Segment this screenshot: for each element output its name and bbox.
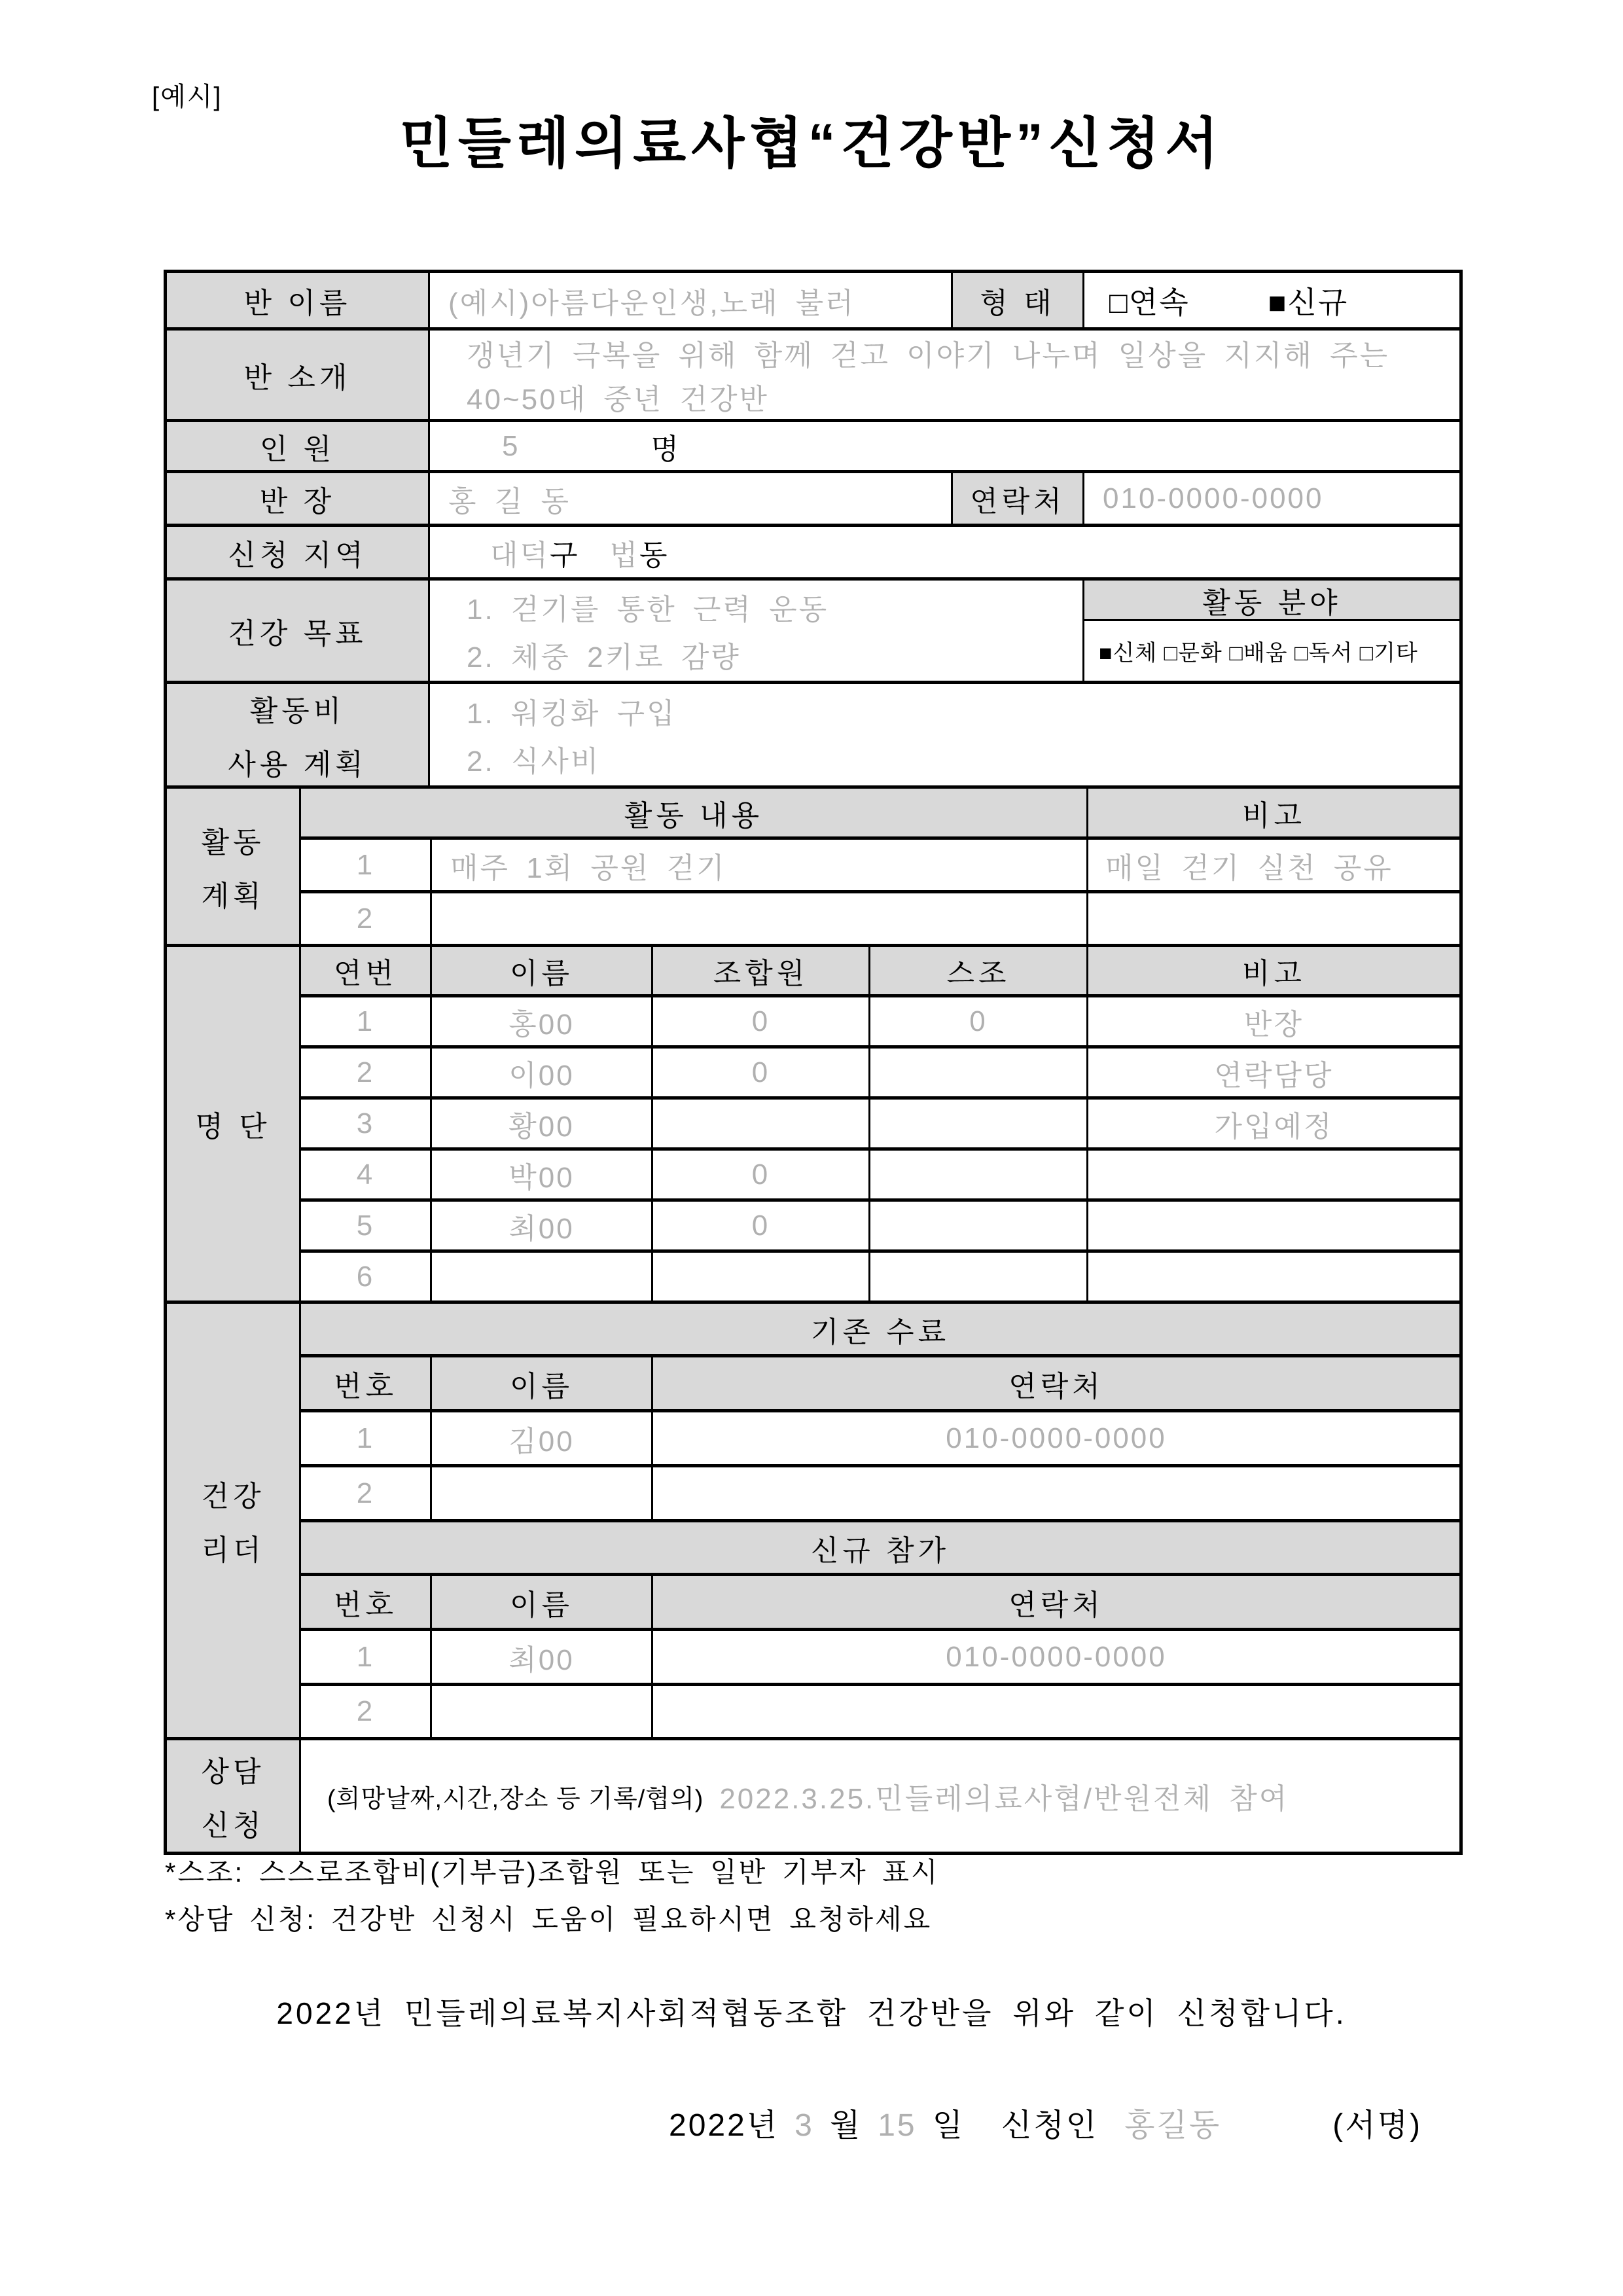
roster-r5-note[interactable] — [1088, 1202, 1459, 1249]
roster-header-member: 조합원 — [653, 947, 870, 994]
activity-plan-content-header: 활동 내용 — [301, 789, 1088, 836]
existing-row-1 — [301, 1412, 1459, 1467]
roster-r2-member[interactable]: 0 — [653, 1049, 870, 1096]
applicant-label: 신청인 — [1001, 2108, 1099, 2143]
roster-r6-sjo[interactable] — [870, 1253, 1088, 1300]
budget-plan-label-line2: 사용 계획 — [228, 748, 367, 781]
roster-label: 명 단 — [167, 947, 301, 1300]
activity-plan-row-1 — [301, 840, 1459, 893]
headcount-value: 5 — [502, 429, 520, 462]
existing-header-name: 이름 — [432, 1357, 653, 1409]
signature-month-suffix: 월 — [829, 2108, 863, 2143]
existing-row-2 — [301, 1467, 1459, 1522]
roster-r6-note[interactable] — [1088, 1253, 1459, 1300]
section-health-leader — [167, 1304, 1459, 1740]
new-header-row — [301, 1576, 1459, 1631]
roster-header-sjo: 스조 — [870, 947, 1088, 994]
roster-r5-name[interactable]: 최00 — [432, 1202, 653, 1249]
applicant-name[interactable]: 홍길동 — [1124, 2108, 1222, 2143]
existing-header-no: 번호 — [301, 1357, 432, 1409]
roster-r5-sjo[interactable] — [870, 1202, 1088, 1249]
headcount-label: 인 원 — [167, 422, 430, 470]
new-r1-no: 1 — [301, 1631, 432, 1683]
new-r1-name[interactable]: 최00 — [432, 1631, 653, 1683]
roster-r6-member[interactable] — [653, 1253, 870, 1300]
budget-plan-line2: 2. 식사비 — [467, 745, 601, 778]
activity-plan-row2-content[interactable] — [432, 893, 1088, 944]
roster-r3-sjo[interactable] — [870, 1100, 1088, 1147]
budget-plan-line1: 1. 워킹화 구입 — [467, 698, 677, 730]
budget-plan-label — [167, 684, 430, 785]
section-activity-plan — [167, 789, 1459, 947]
roster-r3-note[interactable]: 가입예정 — [1214, 1110, 1334, 1143]
application-statement: 2022년 민들레의료복지사회적협동조합 건강반을 위와 같이 신청합니다. — [276, 1996, 1347, 2030]
row-budget-plan — [167, 684, 1459, 789]
existing-title-row — [301, 1304, 1459, 1357]
activity-plan-label-line2: 계획 — [201, 880, 265, 912]
region-label: 신청 지역 — [167, 527, 430, 577]
roster-r1-note[interactable]: 반장 — [1243, 1008, 1304, 1041]
headcount-value-cell[interactable] — [430, 422, 1459, 470]
roster-r5-member[interactable]: 0 — [653, 1202, 870, 1249]
existing-r2-contact[interactable] — [653, 1467, 1459, 1519]
new-title: 신규 참가 — [301, 1522, 1459, 1573]
existing-header-row — [301, 1357, 1459, 1412]
region-gu-suffix: 구 — [550, 539, 580, 571]
activity-plan-row1-note[interactable]: 매일 걷기 실천 공유 — [1105, 852, 1393, 884]
roster-r1-name[interactable]: 홍00 — [432, 997, 653, 1045]
type-options — [1084, 273, 1459, 327]
roster-row-4 — [301, 1151, 1459, 1202]
roster-header-no: 연번 — [301, 947, 432, 994]
roster-header-note: 비고 — [1088, 947, 1459, 994]
health-goal-line2: 2. 체중 2키로 감량 — [467, 641, 741, 673]
roster-r2-note[interactable]: 연락담당 — [1214, 1059, 1334, 1092]
signature-line — [669, 2100, 1422, 2145]
new-r2-no: 2 — [301, 1686, 432, 1737]
roster-r4-name[interactable]: 박00 — [432, 1151, 653, 1198]
contact-value[interactable]: 010-0000-0000 — [1103, 482, 1324, 514]
existing-r1-no: 1 — [301, 1412, 432, 1464]
new-r2-contact[interactable] — [653, 1686, 1459, 1737]
roster-r1-sjo[interactable]: 0 — [870, 997, 1088, 1045]
roster-row-2 — [301, 1049, 1459, 1100]
region-gu-value: 대덕 — [490, 539, 550, 571]
row-region — [167, 527, 1459, 581]
new-header-no: 번호 — [301, 1576, 432, 1628]
existing-r1-contact[interactable]: 010-0000-0000 — [946, 1422, 1167, 1454]
class-name-value[interactable]: (예시)아름다운인생,노래 불러 — [430, 273, 953, 327]
roster-row-3 — [301, 1100, 1459, 1151]
consultation-value-cell[interactable] — [301, 1740, 1459, 1852]
roster-r5-no: 5 — [301, 1202, 432, 1249]
activity-plan-header-row — [301, 789, 1459, 840]
application-form-table — [164, 270, 1463, 1855]
health-leader-label-line1: 건강 — [201, 1480, 265, 1513]
consultation-label-line2: 신청 — [201, 1810, 265, 1842]
row-headcount — [167, 422, 1459, 473]
region-dong-suffix: 동 — [639, 539, 669, 571]
activity-field-box — [1084, 581, 1459, 681]
signature-month-value[interactable]: 3 — [794, 2108, 814, 2143]
sign-label: (서명) — [1332, 2108, 1422, 2143]
roster-row-1 — [301, 997, 1459, 1049]
type-option-continue-checkbox[interactable]: □연속 — [1109, 285, 1190, 319]
leader-value[interactable]: 홍 길 동 — [430, 473, 953, 524]
new-r1-contact[interactable]: 010-0000-0000 — [946, 1640, 1167, 1673]
class-intro-label: 반 소개 — [167, 331, 430, 419]
roster-r4-note[interactable] — [1088, 1151, 1459, 1198]
type-label: 형 태 — [953, 273, 1084, 327]
row-leader — [167, 473, 1459, 527]
region-dong-value: 법 — [609, 539, 640, 571]
activity-plan-row2-no: 2 — [301, 893, 432, 944]
new-header-contact: 연락처 — [653, 1576, 1459, 1628]
health-goal-line1: 1. 걷기를 통한 근력 운동 — [467, 594, 829, 626]
health-leader-label-line2: 리더 — [201, 1534, 265, 1566]
health-leader-table — [301, 1304, 1459, 1737]
new-row-2 — [301, 1686, 1459, 1737]
footnote-sjo: *스조: 스스로조합비(기부금)조합원 또는 일반 기부자 표시 — [165, 1857, 940, 1888]
roster-r2-name[interactable]: 이00 — [432, 1049, 653, 1096]
activity-plan-label-line1: 활동 — [201, 826, 265, 859]
activity-plan-row1-content[interactable]: 매주 1회 공원 걷기 — [432, 840, 1088, 890]
existing-r2-name[interactable] — [432, 1467, 653, 1519]
example-tag: [예시] — [152, 82, 223, 111]
page-title: 민들레의료사협“건강반”신청서 — [399, 113, 1224, 174]
consultation-label — [167, 1740, 301, 1852]
roster-r4-member[interactable]: 0 — [653, 1151, 870, 1198]
class-intro-value[interactable] — [430, 331, 1459, 419]
new-r2-name[interactable] — [432, 1686, 653, 1737]
row-class-name — [167, 273, 1459, 331]
contact-label: 연락처 — [953, 473, 1084, 524]
budget-plan-value[interactable] — [430, 684, 1459, 785]
signature-day-suffix: 일 — [932, 2108, 965, 2143]
class-intro-line2: 40~50대 중년 건강반 — [467, 383, 770, 416]
existing-header-contact: 연락처 — [653, 1357, 1459, 1409]
class-intro-line1: 갱년기 극복을 위해 함께 걷고 이야기 나누며 일상을 지지해 주는 — [467, 340, 1390, 372]
roster-r2-sjo[interactable] — [870, 1049, 1088, 1096]
roster-r6-no: 6 — [301, 1253, 432, 1300]
roster-r1-no: 1 — [301, 997, 432, 1045]
row-consultation — [167, 1740, 1459, 1852]
roster-r6-name[interactable] — [432, 1253, 653, 1300]
health-leader-label — [167, 1304, 301, 1737]
roster-r3-name[interactable]: 황00 — [432, 1100, 653, 1147]
new-header-name: 이름 — [432, 1576, 653, 1628]
roster-row-6 — [301, 1253, 1459, 1300]
type-option-new-checkbox[interactable]: ■신규 — [1268, 285, 1349, 319]
roster-r4-sjo[interactable] — [870, 1151, 1088, 1198]
roster-header-row — [301, 947, 1459, 997]
row-health-goal — [167, 581, 1459, 684]
roster-r1-member[interactable]: 0 — [653, 997, 870, 1045]
section-roster — [167, 947, 1459, 1304]
roster-r2-no: 2 — [301, 1049, 432, 1096]
new-title-row — [301, 1522, 1459, 1576]
activity-field-label: 활동 분야 — [1084, 581, 1459, 621]
consultation-value: 2022.3.25.민들레의료사협/반원전체 참여 — [719, 1783, 1289, 1815]
footnote-consultation: *상담 신청: 건강반 신청시 도움이 필요하시면 요청하세요 — [165, 1904, 933, 1935]
signature-day-value[interactable]: 15 — [878, 2108, 917, 2143]
roster-header-name: 이름 — [432, 947, 653, 994]
activity-plan-note-header: 비고 — [1088, 789, 1459, 836]
activity-plan-row-2 — [301, 893, 1459, 944]
consultation-note-label: (희망날짜,시간,장소 등 기록/협의) — [327, 1785, 704, 1813]
roster-r3-no: 3 — [301, 1100, 432, 1147]
region-value-cell[interactable] — [430, 527, 1459, 577]
roster-row-5 — [301, 1202, 1459, 1253]
leader-label: 반 장 — [167, 473, 430, 524]
existing-r2-no: 2 — [301, 1467, 432, 1519]
existing-title: 기존 수료 — [301, 1304, 1459, 1354]
consultation-label-line1: 상담 — [201, 1756, 265, 1788]
roster-r3-member[interactable] — [653, 1100, 870, 1147]
row-class-intro — [167, 331, 1459, 422]
activity-plan-label — [167, 789, 301, 944]
roster-table — [301, 947, 1459, 1300]
headcount-unit: 명 — [651, 433, 681, 465]
health-goal-label: 건강 목표 — [167, 581, 430, 681]
signature-year: 2022년 — [669, 2108, 779, 2143]
roster-r4-no: 4 — [301, 1151, 432, 1198]
activity-plan-table — [301, 789, 1459, 944]
health-goal-value[interactable] — [430, 581, 1084, 681]
activity-plan-row1-no: 1 — [301, 840, 432, 890]
class-name-label: 반 이름 — [167, 273, 430, 327]
existing-r1-name[interactable]: 김00 — [432, 1412, 653, 1464]
budget-plan-label-line1: 활동비 — [249, 694, 346, 727]
new-row-1 — [301, 1631, 1459, 1686]
activity-plan-row2-note[interactable] — [1088, 893, 1459, 944]
activity-field-checkboxes[interactable]: ■신체 □문화 □배움 □독서 □기타 — [1099, 641, 1418, 666]
